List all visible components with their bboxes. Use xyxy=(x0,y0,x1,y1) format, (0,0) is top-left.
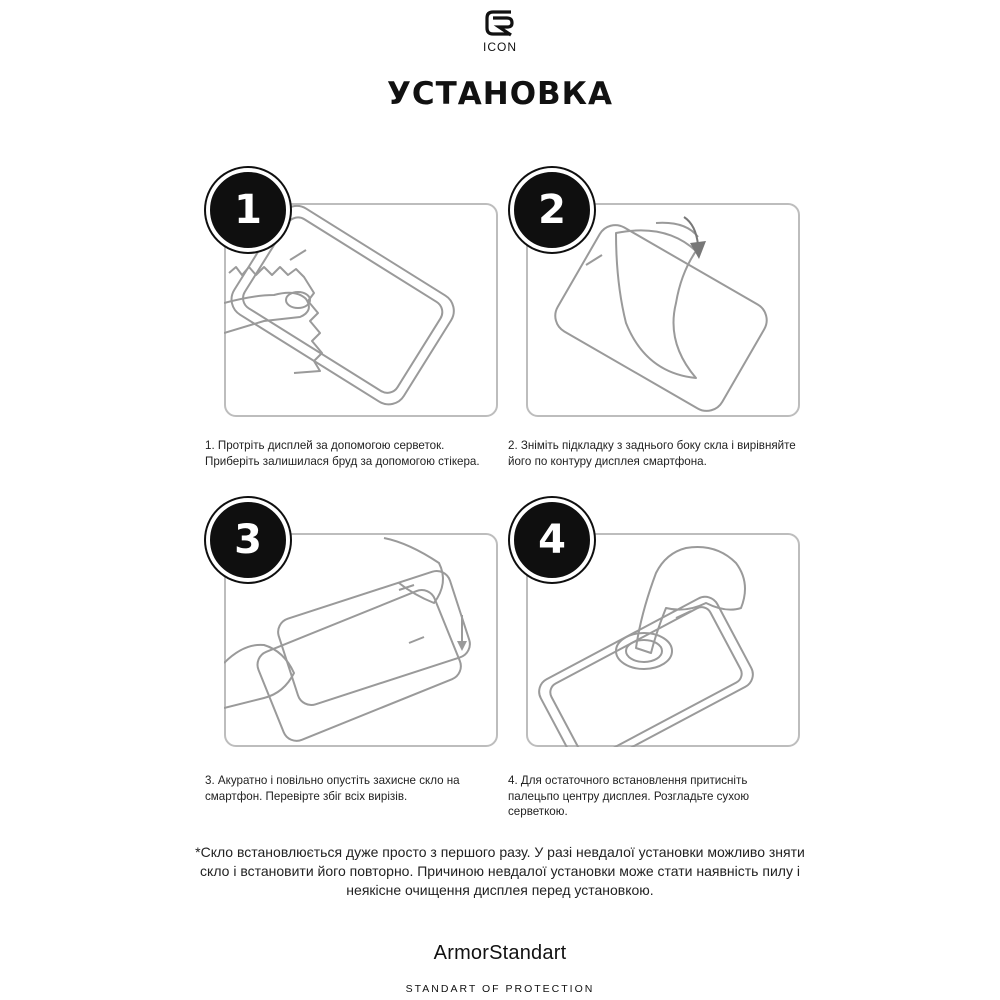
installation-note: *Скло встановлюється дуже просто з першого разу. У разі невдалої установки можливо зняти скло і встановити його повторно. Причиною невдалої установки може стати наявність пилу і неякісне очищення дисплея перед установкою. xyxy=(195,844,805,898)
brand-logo xyxy=(470,6,530,54)
brand-name: ArmorStandart xyxy=(433,942,567,964)
armorstandart-icon-logo xyxy=(483,6,517,40)
step-3-caption: 3. Акуратно і повільно опустіть захисне скло на смартфон. Перевірте збіг всіх вирізів. xyxy=(205,774,460,803)
logo-text: ICON xyxy=(483,40,517,54)
step-1-badge: 1 xyxy=(206,168,290,252)
step-2-badge: 2 xyxy=(510,168,594,252)
page-title: УСТАНОВКА xyxy=(386,76,614,112)
step-2-caption: 2. Зніміть підкладку з заднього боку скла і вирівняйте його по контуру дисплея смартфона. xyxy=(508,439,796,468)
step-1-caption: 1. Протріть дисплей за допомогою серветок. Приберіть залишилася бруд за допомогою стікера. xyxy=(205,439,480,468)
step-3-badge: 3 xyxy=(206,498,290,582)
step-4-badge: 4 xyxy=(510,498,594,582)
step-4-caption: 4. Для остаточного встановлення притисніть палецьпо центру дисплея. Розгладьте сухою серветкою. xyxy=(508,774,750,818)
brand-tagline: STANDART OF PROTECTION xyxy=(405,983,595,995)
